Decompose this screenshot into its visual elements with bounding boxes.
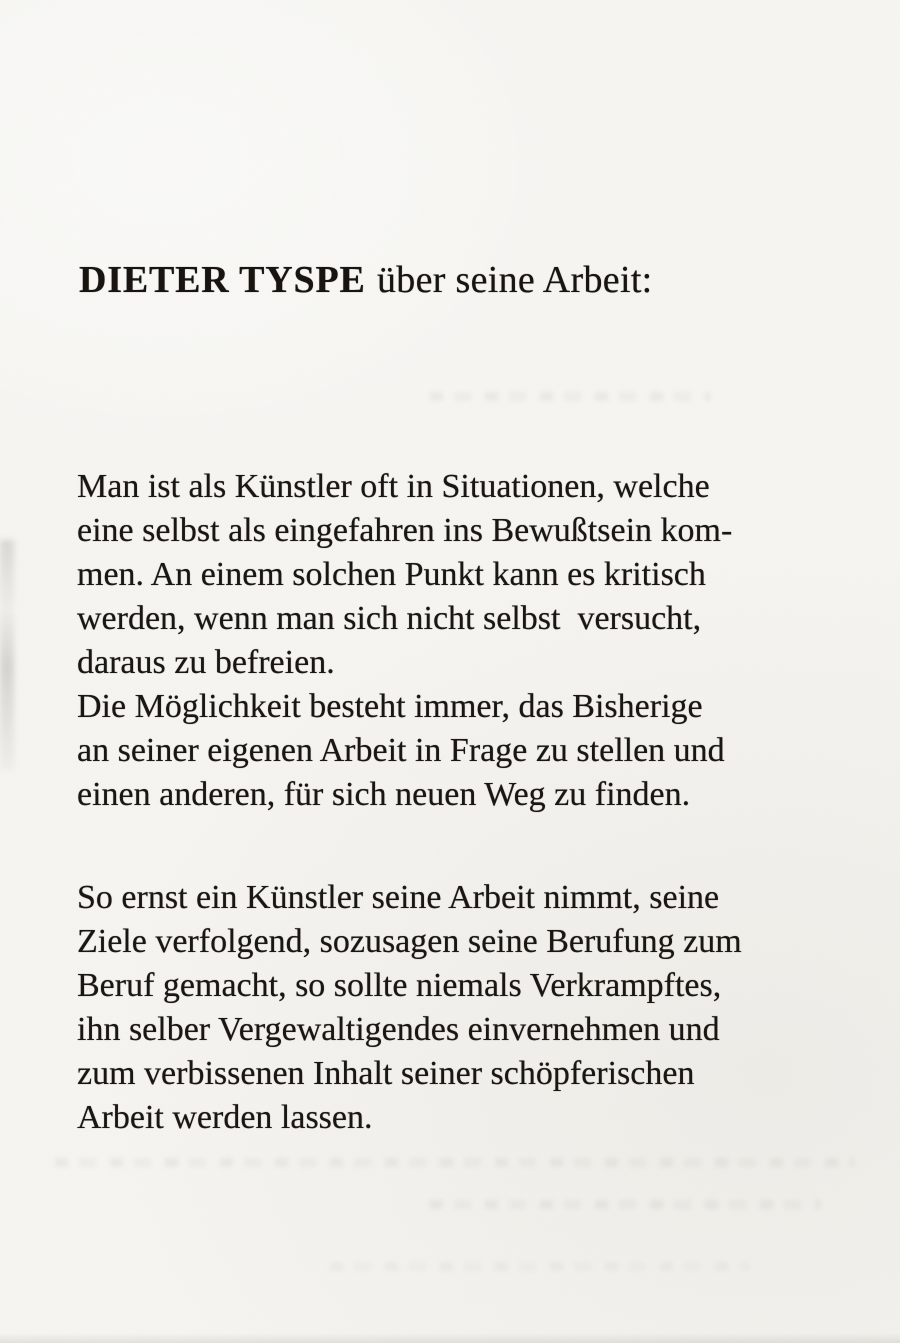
scan-bottom-shade <box>0 1333 900 1343</box>
text-line: zum verbissenen Inhalt seiner schöpferischen <box>77 1055 695 1092</box>
text-line: Man ist als Künstler oft in Situationen, welche <box>77 468 710 505</box>
text-line: Ziele verfolgend, sozusagen seine Berufung zum <box>77 923 742 960</box>
paragraph-2 <box>77 876 867 1140</box>
showthrough-smudge <box>55 1158 855 1167</box>
text-line: Beruf gemacht, so sollte niemals Verkrampftes, <box>77 967 722 1004</box>
text-line: men. An einem solchen Punkt kann es kritisch <box>77 556 706 593</box>
text-line: So ernst ein Künstler seine Arbeit nimmt, seine <box>77 879 720 916</box>
text-line: Die Möglichkeit besteht immer, das Bisherige <box>77 688 703 725</box>
heading-subtitle: über seine Arbeit: <box>377 259 653 301</box>
text-line: einen anderen, für sich neuen Weg zu finden. <box>77 776 691 813</box>
scan-edge-smudge <box>0 540 14 770</box>
text-line: ihn selber Vergewaltigendes einvernehmen und <box>77 1011 720 1048</box>
author-name: DIETER TYSPE <box>79 259 366 301</box>
text-line: daraus zu befreien. <box>77 644 335 681</box>
text-line: Arbeit werden lassen. <box>77 1099 373 1136</box>
showthrough-smudge <box>330 1262 750 1271</box>
showthrough-smudge <box>430 392 710 401</box>
text-line: an seiner eigenen Arbeit in Frage zu stellen und <box>77 732 725 769</box>
showthrough-smudge <box>430 1200 820 1209</box>
text-line: werden, wenn man sich nicht selbst versucht, <box>77 600 702 637</box>
page-title <box>79 258 653 302</box>
paragraph-1 <box>77 465 867 817</box>
text-line: eine selbst als eingefahren ins Bewußtsein kom- <box>77 512 733 549</box>
